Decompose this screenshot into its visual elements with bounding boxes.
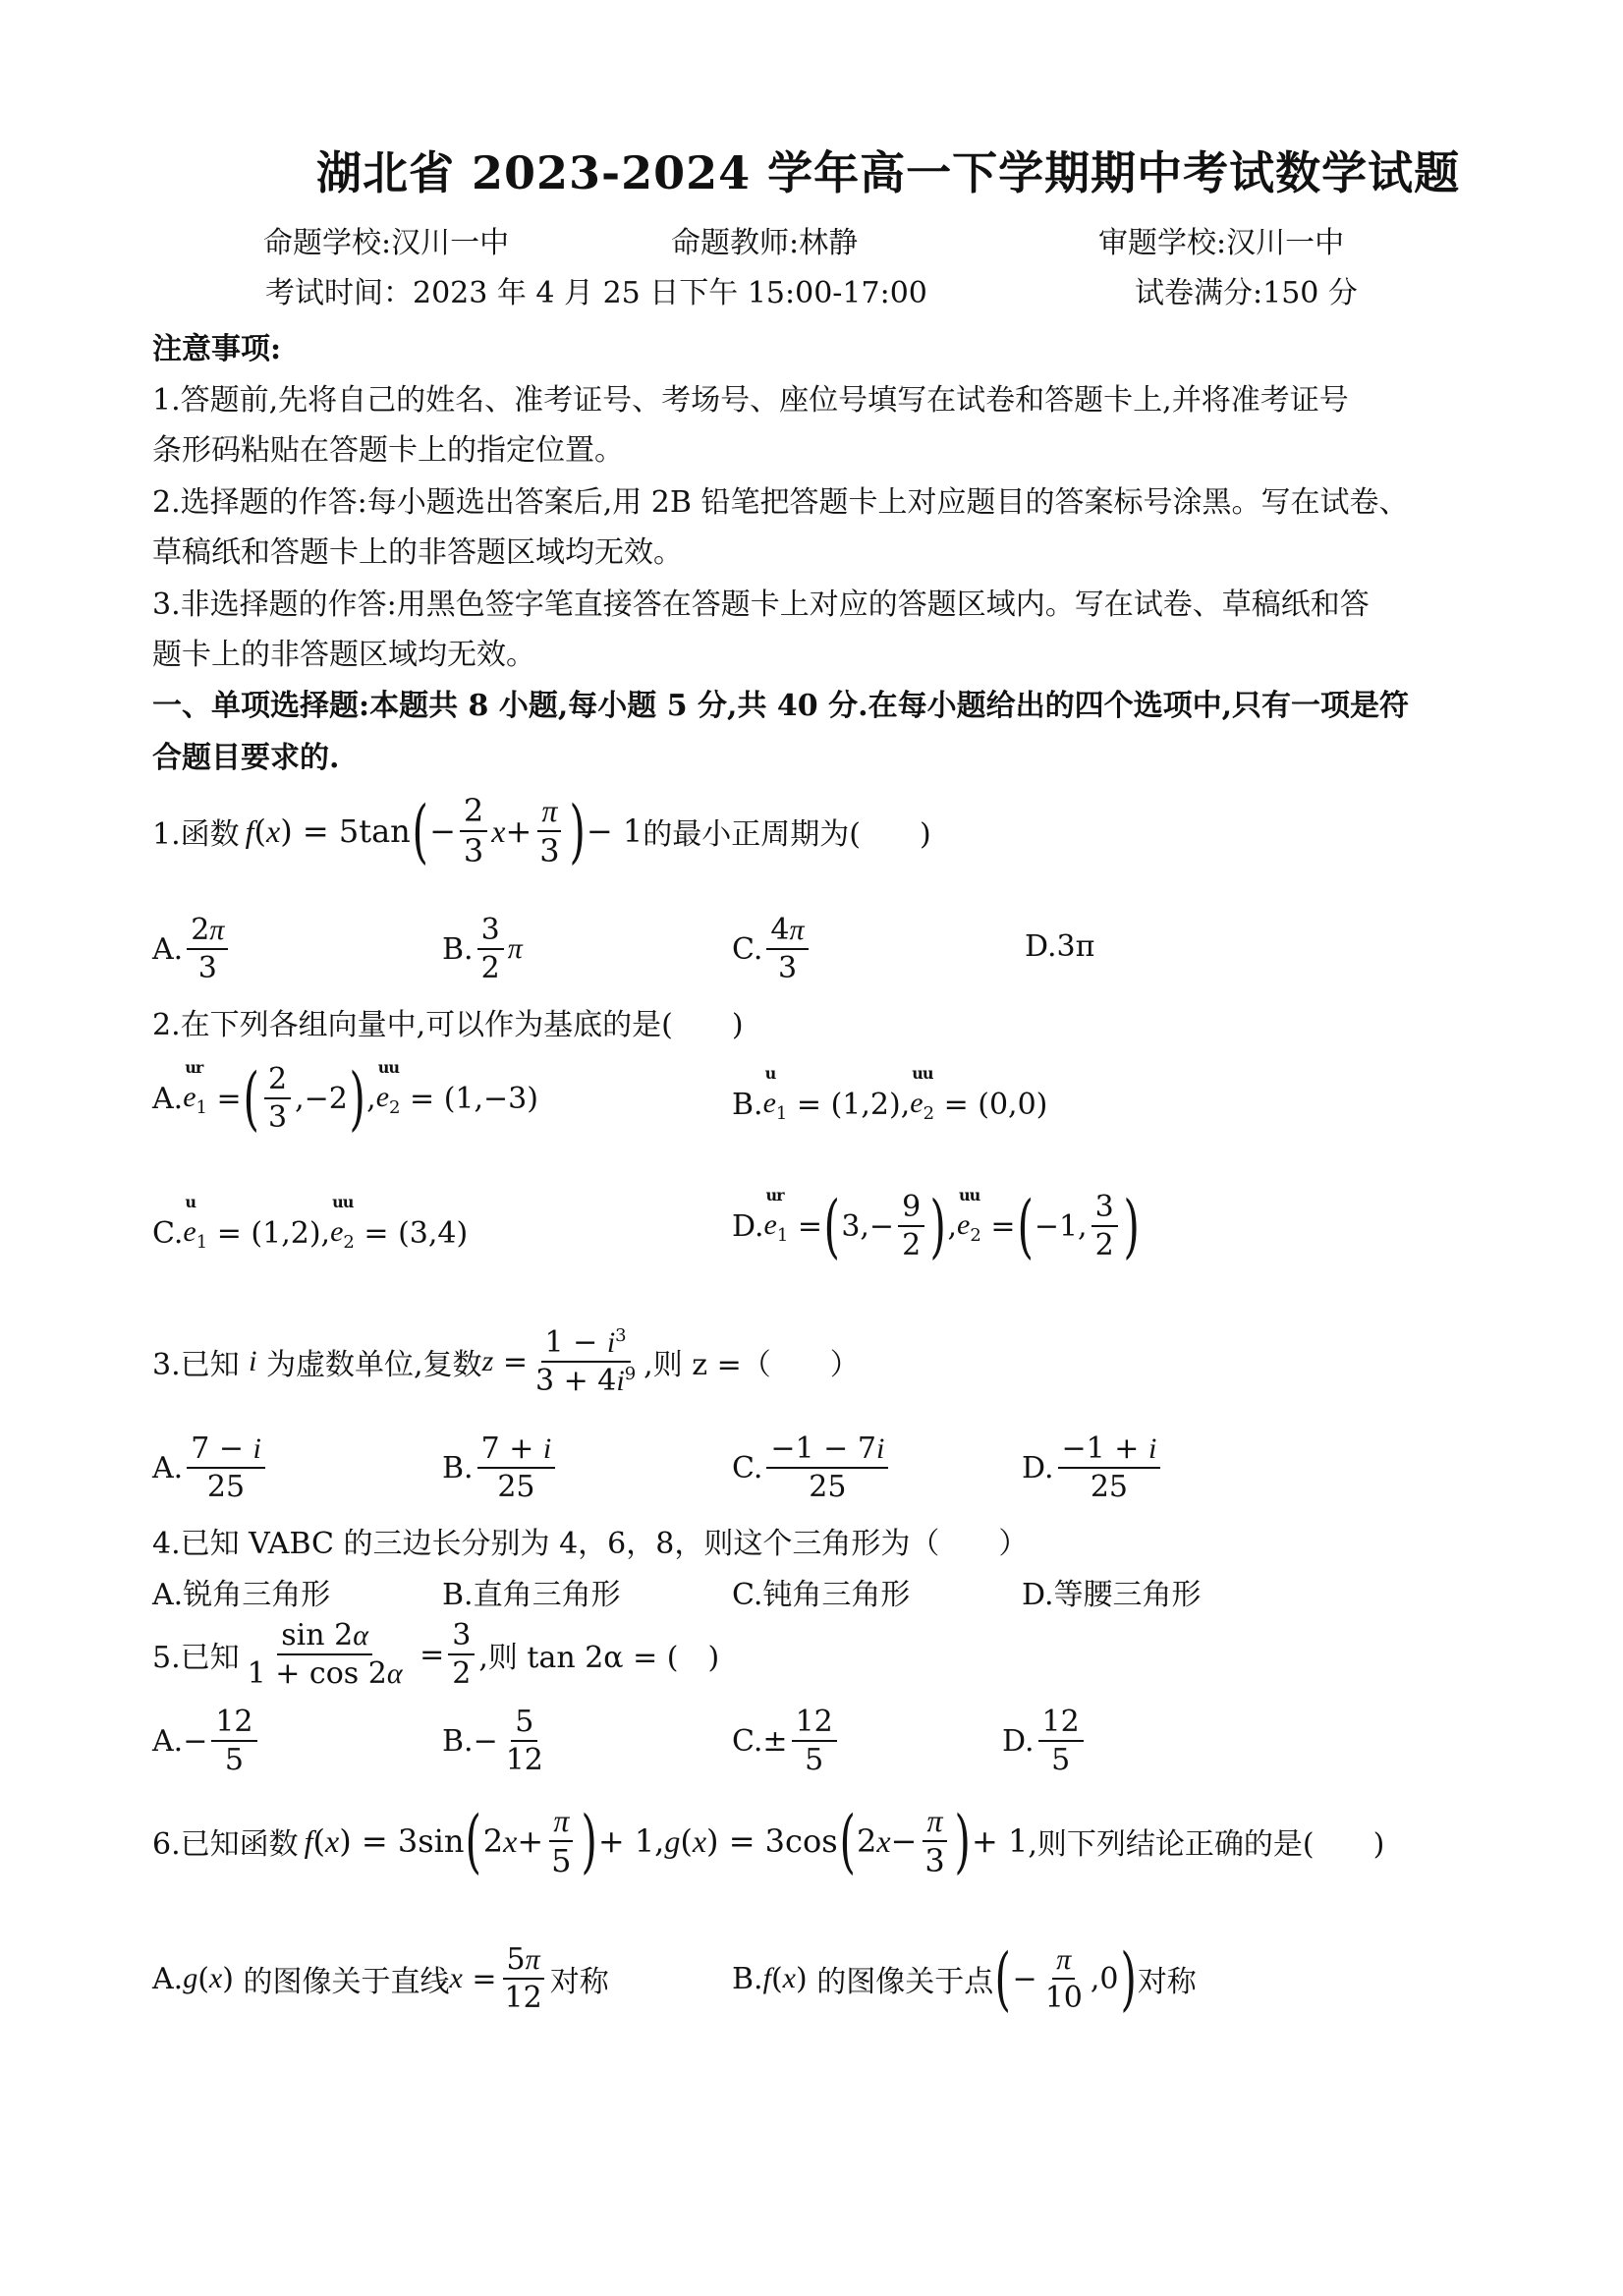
q2-option-d: D. ur $e_1$ = ( 3,− $\frac{9}{2}$ ) , uu $e_2$ = ( −1, $\frac{3}{2}$ ) [732,1185,1140,1266]
q5-option-c: C.± $\frac{12}{5}$ [732,1706,841,1776]
note-1b: 条形码粘贴在答题卡上的指定位置。 [152,433,624,468]
question-3: 3.已知 i 为虚数单位,复数 z = $\frac{1 - i^3}{3 + 4i^9}$ ,则 z =（ ） [152,1325,860,1398]
q4-option-a: A.锐角三角形 [152,1578,331,1612]
q1-suffix: 的最小正周期为( ) [643,817,931,853]
reviewer-label: 审题学校:汉川一中 [1098,226,1345,260]
section-heading-line1: 一、单项选择题:本题共 8 小题,每小题 5 分,共 40 分.在每小题给出的四个选项中,只有一项是符 [152,689,1410,723]
q1-option-d: D.3π [1025,929,1095,964]
q1-option-a: A. $\frac{2\pi}{3}$ [152,914,232,984]
q1-formula: f ( x ) = 5tan ( − $\frac{2}{3}$ x + $\frac{\pi}{3}$ ) − 1 [245,791,644,872]
full-score: 试卷满分:150 分 [1135,276,1358,310]
question-2: 2.在下列各组向量中,可以作为基底的是( ) [152,1008,744,1042]
q5-option-d: D. $\frac{12}{5}$ [1002,1706,1088,1776]
question-5: 5.已知 $\frac{\sin 2\alpha}{1 + \cos 2\alpha}$ = $\frac{3}{2}$ ,则 tan 2α = ( ) [152,1618,720,1691]
q5-option-a: A.− $\frac{12}{5}$ [152,1706,261,1776]
page-title: 湖北省 2023-2024 学年高一下学期期中考试数学试题 [316,146,1461,199]
note-3a: 3.非选择题的作答:用黑色签字笔直接答在答题卡上对应的答题区域内。写在试卷、草稿纸和答 [152,588,1370,622]
notes-heading: 注意事项: [152,332,282,366]
teacher-label: 命题教师:林静 [671,226,859,260]
note-3b: 题卡上的非答题区域均无效。 [152,638,535,672]
question-1 [152,791,931,872]
question-4: 4.已知 VABC 的三边长分别为 4，6，8，则这个三角形为（ ） [152,1527,1029,1561]
q4-option-d: D.等腰三角形 [1022,1578,1202,1612]
q3-option-a: A. $\frac{7 - i}{25}$ [152,1432,269,1503]
q6-option-b: B. f ( x ) 的图像关于点 ( − $\frac{\pi}{10}$ ,0 ) 对称 [732,1938,1197,2019]
q5-option-b: B.− $\frac{5}{12}$ [442,1705,543,1777]
note-2b: 草稿纸和答题卡上的非答题区域均无效。 [152,535,683,570]
note-2a: 2.选择题的作答:每小题选出答案后,用 2B 铅笔把答题卡上对应题目的答案标号涂黑。写在试卷、 [152,485,1409,520]
q2-option-a: A. ur $e_1$ = ( $\frac{2}{3}$ ,−2 ) , uu $e_2$ = (1,−3) [152,1057,538,1139]
q3-option-b: B. $\frac{7 + i}{25}$ [442,1432,559,1503]
section-heading-line2: 合题目要求的. [152,741,340,775]
question-6: 6.已知函数 f ( x ) = 3sin ( 2 x + $\frac{\pi}{5}$ ) + 1, g ( x ) = 3cos ( 2 x − $\frac{\pi}{3}$ ) + 1 ,则下列结论正确的是( ) [152,1801,1385,1882]
q4-option-c: C.钝角三角形 [732,1578,911,1612]
q3-option-c: C. $\frac{-1 - 7i}{25}$ [732,1432,892,1503]
q6-option-a: A. g ( x ) 的图像关于直线 x = $\frac{5\pi}{12}$ 对称 [152,1942,609,2015]
q1-option-c: C. $\frac{4\pi}{3}$ [732,914,812,984]
q2-option-b: B. u $e_1$ = (1,2), uu $e_2$ = (0,0) [732,1064,1048,1124]
q1-prefix: 1.函数 [152,817,240,853]
exam-time: 考试时间：2023 年 4 月 25 日下午 15:00-17:00 [265,276,927,310]
q3-option-d: D. $\frac{-1 + i}{25}$ [1022,1432,1164,1503]
q1-option-b: B. $\frac{3}{2}$ π [442,913,523,985]
school-label: 命题学校:汉川一中 [263,226,510,260]
q4-option-b: B.直角三角形 [442,1578,621,1612]
q2-option-c: C. u $e_1$ = (1,2), uu $e_2$ = (3,4) [152,1193,469,1253]
note-1a: 1.答题前,先将自己的姓名、准考证号、考场号、座位号填写在试卷和答题卡上,并将准考证号 [152,383,1349,418]
